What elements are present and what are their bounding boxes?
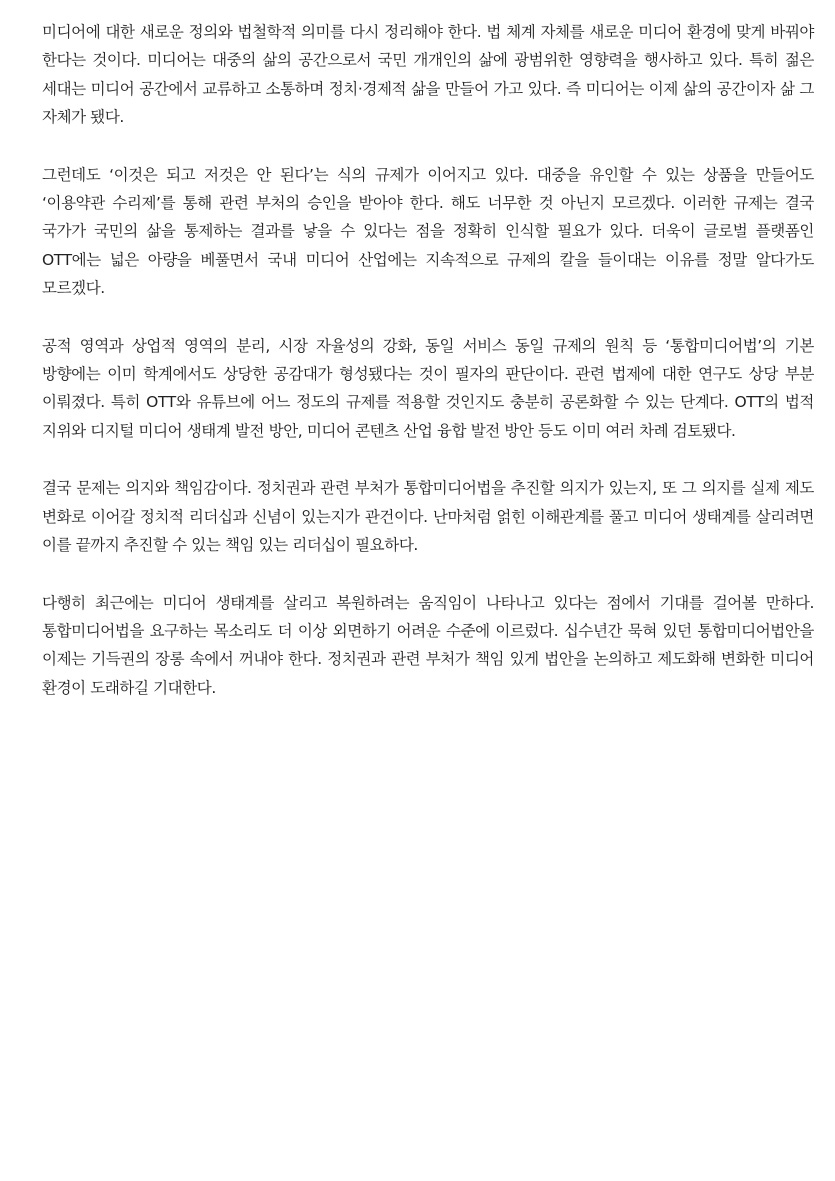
article-body xyxy=(42,18,814,731)
article-paragraph-4: 결국 문제는 의지와 책임감이다. 정치권과 관련 부처가 통합미디어법을 추진할 의지가 있는지, 또 그 의지를 실제 제도 변화로 이어갈 정치적 리더십과 신념이 있는지가 관건이다. 난마처럼 얽힌 이해관계를 풀고 미디어 생태계를 살리려면 이를 끝까지 추진할 수 있는 책임 있는 리더십이 필요하다. xyxy=(42,479,814,555)
article-paragraph-3: 공적 영역과 상업적 영역의 분리, 시장 자율성의 강화, 동일 서비스 동일 규제의 원칙 등 ‘통합미디어법’의 기본 방향에는 이미 학계에서도 상당한 공감대가 형성됐다는 것이 필자의 판단이다. 관련 법제에 대한 연구도 상당 부분 이뤄졌다. 특히 OTT와 유튜브에 어느 정도의 규제를 적용할 것인지도 충분히 공론화할 수 있는 단계다. OTT의 법적 지위와 디지털 미디어 생태계 발전 방안, 미디어 콘텐츠 산업 융합 발전 방안 등도 이미 여러 차례 검토됐다. xyxy=(42,336,814,440)
article-paragraph-2: 그런데도 ‘이것은 되고 저것은 안 된다’는 식의 규제가 이어지고 있다. 대중을 유인할 수 있는 상품을 만들어도 ‘이용약관 수리제’를 통해 관련 부처의 승인을 받아야 한다. 해도 너무한 것 아닌지 모르겠다. 이러한 규제는 결국 국가가 국민의 삶을 통제하는 결과를 낳을 수 있다는 점을 정확히 인식할 필요가 있다. 더욱이 글로벌 플랫폼인 OTT에는 넓은 아량을 베풀면서 국내 미디어 산업에는 지속적으로 규제의 칼을 들이대는 이유를 정말 알다가도 모르겠다. xyxy=(42,165,814,298)
article-paragraph-5: 다행히 최근에는 미디어 생태계를 살리고 복원하려는 움직임이 나타나고 있다는 점에서 기대를 걸어볼 만하다. 통합미디어법을 요구하는 목소리도 더 이상 외면하기 어려운 수준에 이르렀다. 십수년간 묵혀 있던 통합미디어법안을 이제는 기득권의 장롱 속에서 꺼내야 한다. 정치권과 관련 부처가 책임 있게 법안을 논의하고 제도화해 변화한 미디어 환경이 도래하길 기대한다. xyxy=(42,593,814,697)
article-paragraph-1: 미디어에 대한 새로운 정의와 법철학적 의미를 다시 정리해야 한다. 법 체계 자체를 새로운 미디어 환경에 맞게 바꿔야 한다는 것이다. 미디어는 대중의 삶의 공간으로서 국민 개개인의 삶에 광범위한 영향력을 행사하고 있다. 특히 젊은 세대는 미디어 공간에서 교류하고 소통하며 정치·경제적 삶을 만들어 가고 있다. 즉 미디어는 이제 삶의 공간이자 삶 그 자체가 됐다. xyxy=(42,23,814,127)
